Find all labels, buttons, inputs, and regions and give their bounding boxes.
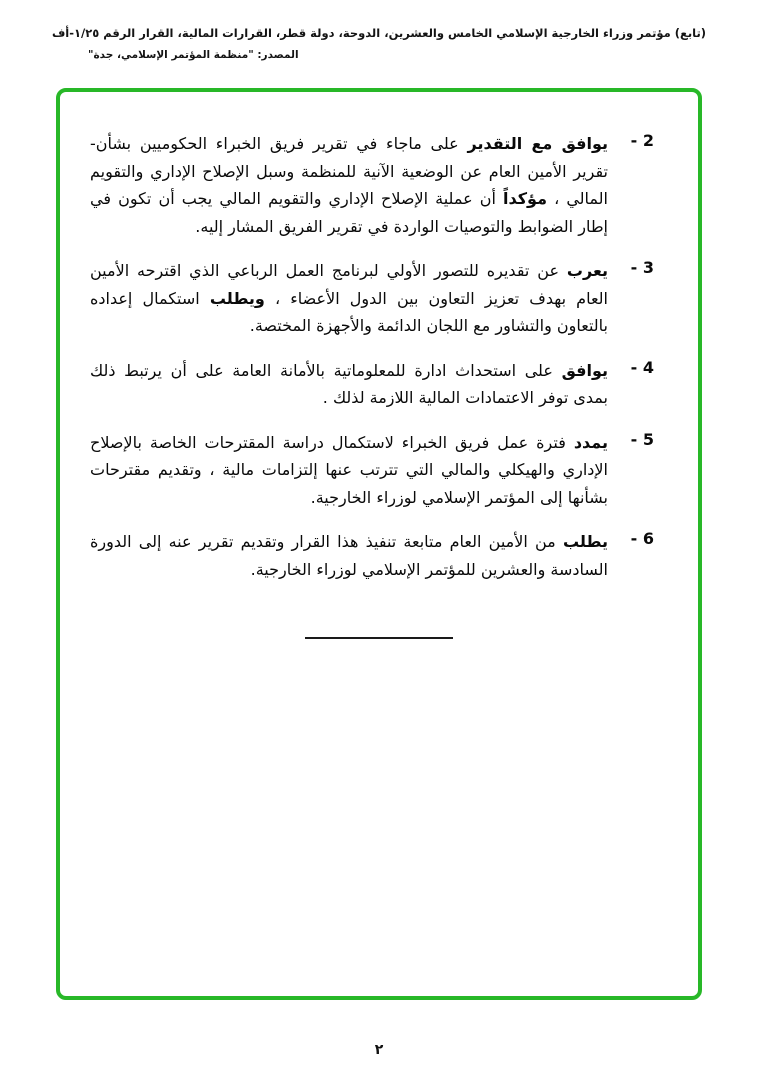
separator-line: [305, 637, 453, 639]
resolution-item: [90, 357, 654, 412]
item-lead-word: يطلب: [562, 532, 608, 552]
item-lead-word: ويطلب: [209, 288, 265, 308]
item-lead-word: يمدد: [573, 432, 608, 452]
item-body-text: أن عملية الإصلاح الإداري والتقويم المالي يجب أن تكون في إطار الضوابط والتوصيات الواردة في تقرير الفريق المشار إليه.: [90, 189, 608, 236]
item-body-text: فترة عمل فريق الخبراء لاستكمال دراسة المقترحات الخاصة بالإصلاح الإداري والهيكلي والمالي التي تترتب عنها إلتزامات مالية ، وتقديم مقترحات بشأنها إلى المؤتمر الإسلامي لوزراء الخارجية.: [90, 432, 608, 507]
item-number: 3 -: [630, 258, 654, 278]
item-lead-word: يوافق: [561, 360, 608, 380]
item-body-text: من الأمين العام متابعة تنفيذ هذا القرار وتقديم تقرير عنه إلى الدورة السادسة والعشرين للمؤتمر الإسلامي لوزراء الخارجية.: [90, 532, 608, 579]
item-text: [90, 429, 608, 512]
item-number: 6 -: [630, 529, 654, 549]
item-lead-word: يعرب: [566, 261, 608, 281]
header-publisher-line: المصدر: "منظمة المؤتمر الإسلامي، جدة": [88, 49, 299, 61]
resolution-item: [90, 257, 654, 340]
item-text: [90, 357, 608, 412]
item-body-text: عن تقديره للتصور الأولي لبرنامج العمل الرباعي الذي اقترحه الأمين العام بهدف تعزيز التعاون بين الدول الأعضاء ،: [90, 261, 609, 308]
item-lead-word: مؤكداً: [503, 189, 547, 209]
item-text: [90, 257, 608, 340]
document-header: [0, 0, 758, 61]
item-body-text: على استحداث ادارة للمعلوماتية بالأمانة العامة على أن يرتبط ذلك بمدى توفر الاعتمادات المالية اللازمة لذلك .: [90, 360, 608, 408]
item-text: [90, 528, 608, 583]
item-lead-word: يوافق مع التقدير: [467, 134, 608, 153]
resolution-list: [60, 92, 698, 583]
item-number: 5 -: [630, 429, 654, 449]
item-number: 4 -: [630, 357, 654, 377]
header-source-line: (تابع) مؤتمر وزراء الخارجية الإسلامي الخامس والعشرين، الدوحة، دولة قطر، القرارات المالية، القرار الرقم ١/٢٥-أف: [51, 26, 707, 40]
resolution-item: [90, 130, 654, 240]
resolution-item: [90, 429, 654, 512]
resolution-item: [90, 528, 654, 583]
item-body-text: استكمال إعداده بالتعاون والتشاور مع اللجان الدائمة والأجهزة المختصة.: [90, 288, 608, 336]
item-number: 2 -: [630, 131, 654, 150]
page-number: ٢: [374, 1042, 384, 1058]
content-border-box: [56, 88, 702, 1000]
item-body-text: على ماجاء في تقرير فريق الخبراء الحكوميين بشأن- تقرير الأمين العام عن الوضعية الآنية للمنظمة وسبل الإصلاح الإداري والتقويم المالي ،: [90, 134, 608, 209]
item-text: [90, 130, 608, 240]
